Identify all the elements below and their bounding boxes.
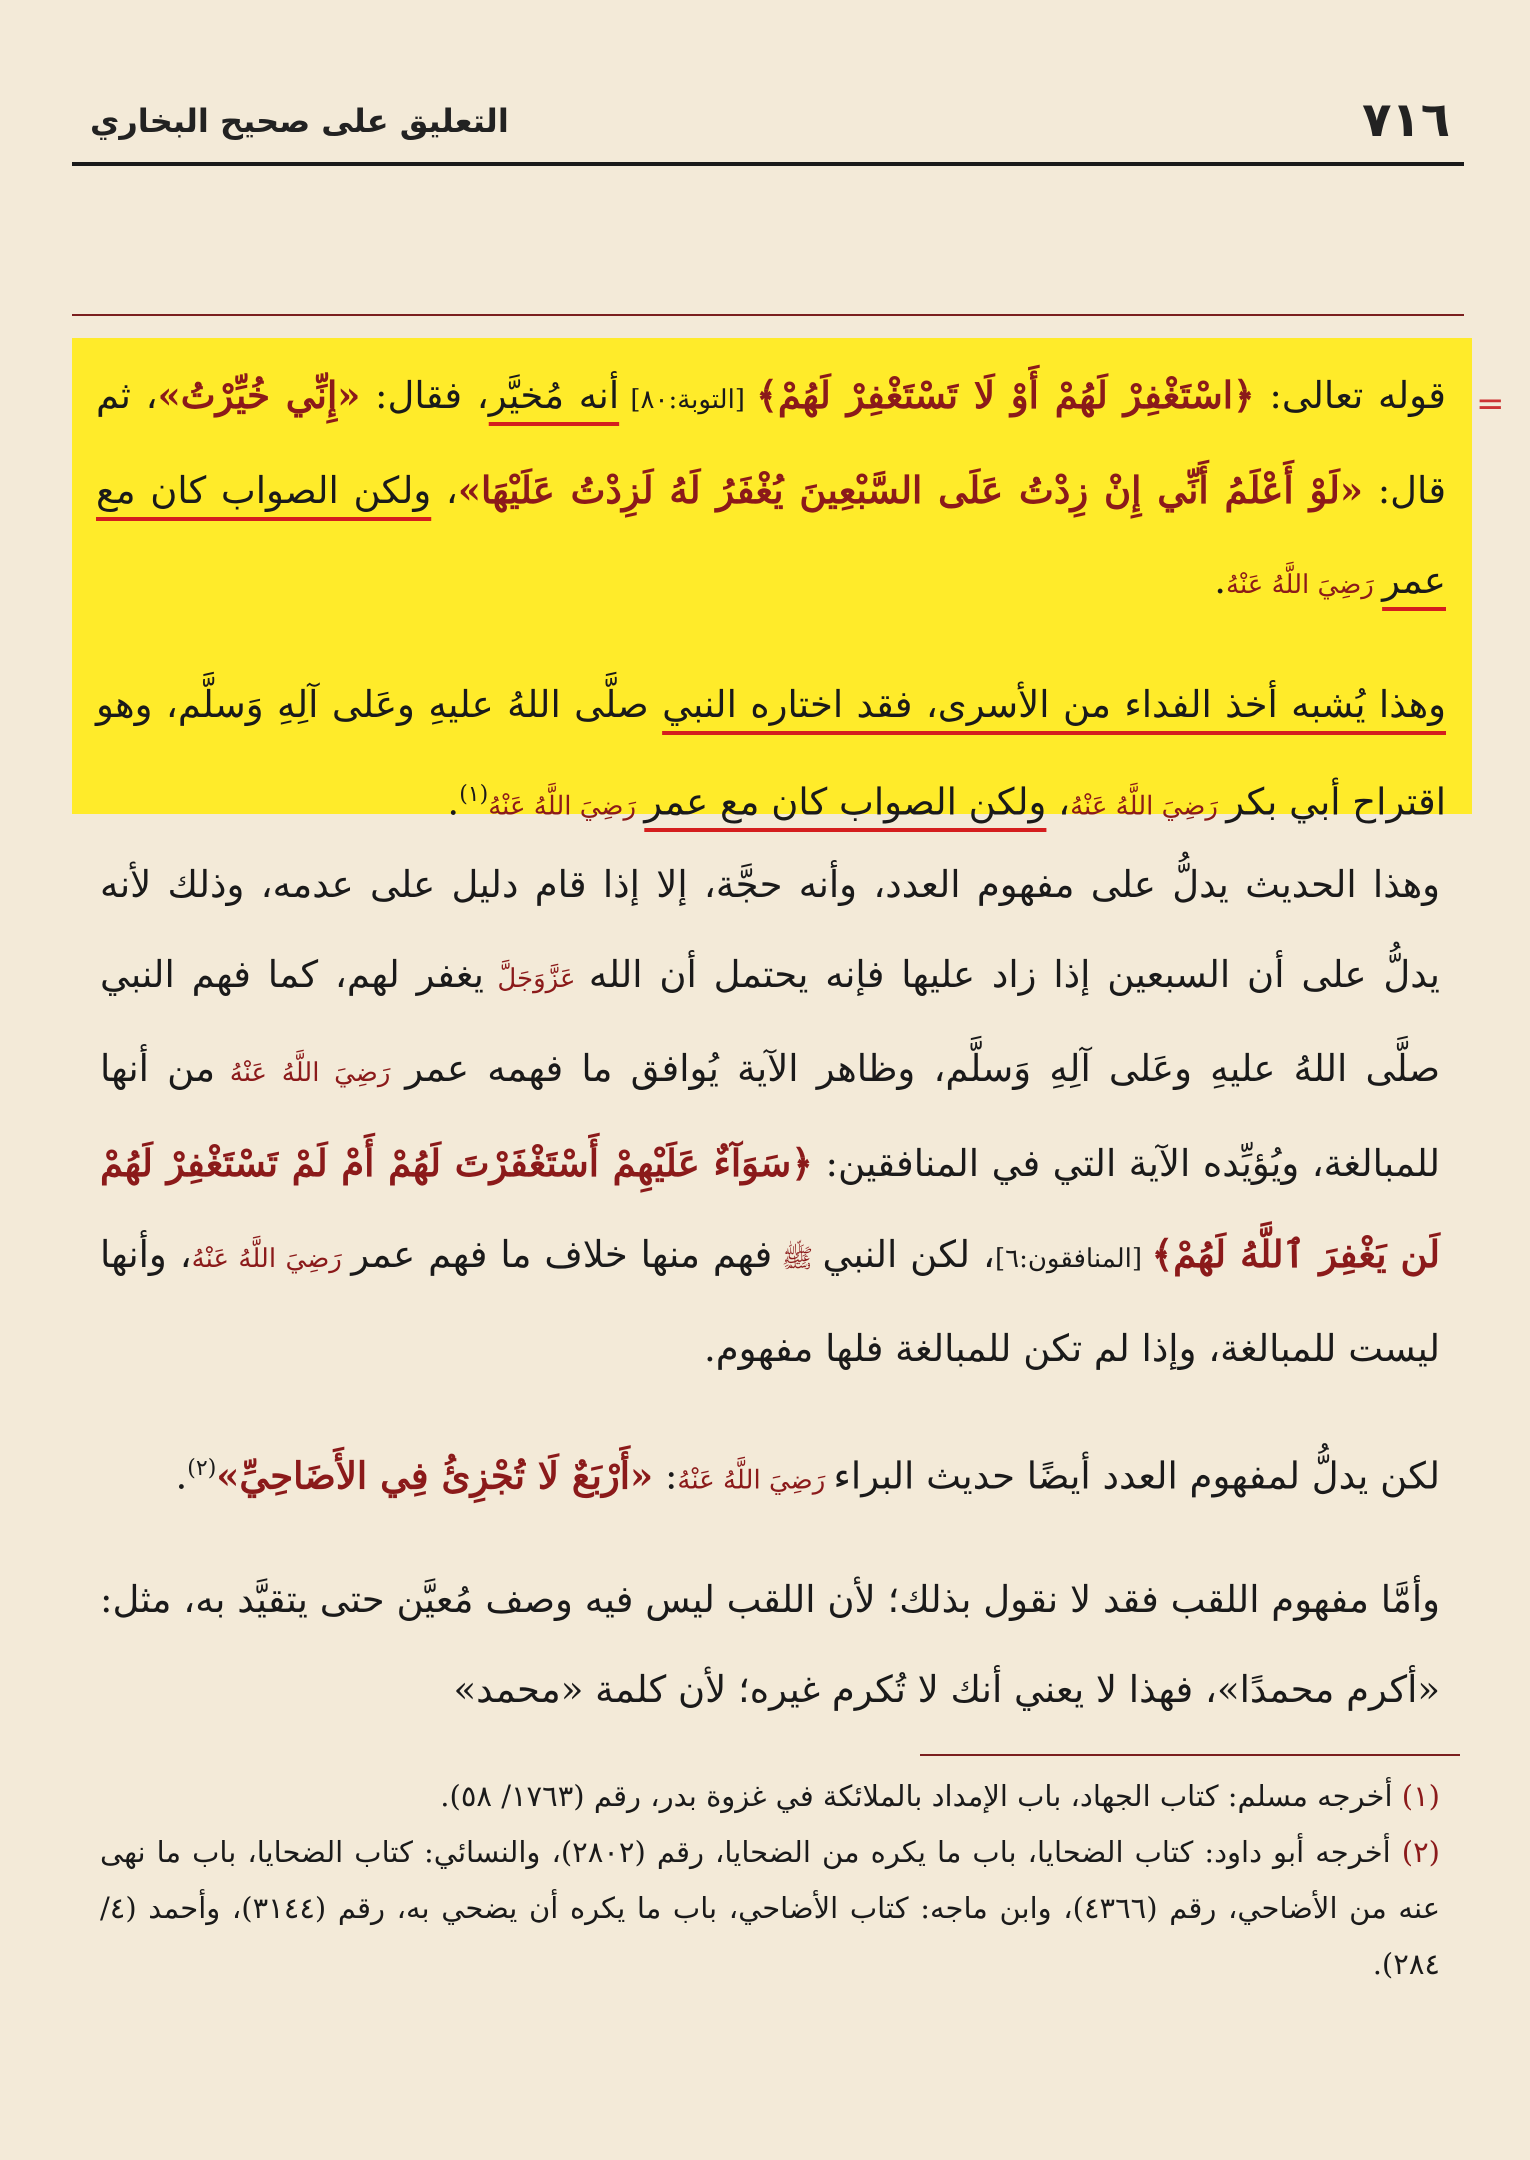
text-run: صلَّى اللهُ عليهِ وعَلى آلِهِ وَسلَّم، وهو اقتراح أبي بكر [96, 683, 1446, 824]
body-text [100, 840, 1440, 1735]
honorific: رَضِيَ اللَّهُ عَنْهُ [488, 791, 645, 822]
underlined-phrase: أنه مُخيَّر [488, 374, 620, 417]
paragraph-5 [100, 1555, 1440, 1735]
verse-reference: [المنافقون:٦] [994, 1244, 1152, 1274]
paragraph-3 [100, 840, 1440, 1394]
text-run: ، [1046, 780, 1071, 824]
text-run: . [447, 780, 460, 824]
footnote-ref[interactable]: (١) [459, 782, 489, 807]
footnote-ref[interactable]: (٢) [187, 1456, 217, 1481]
section-rule [72, 314, 1464, 316]
hadith-quote: «أَرْبَعٌ لَا تُجْزِئُ فِي الأَضَاحِيِّ» [216, 1453, 654, 1498]
text-run: لكن يدلُّ لمفهوم العدد أيضًا حديث البراء [833, 1454, 1440, 1498]
margin-mark: = [1476, 384, 1505, 424]
header-rule [72, 162, 1464, 166]
hadith-quote: «إِنِّي خُيِّرْتُ» [157, 373, 361, 417]
verse-reference: [التوبة:٨٠] [619, 385, 757, 415]
text-run: ، وأنها ليست للمبالغة، وإذا لم تكن للمبالغة فلها مفهوم. [100, 1233, 1440, 1370]
text-run: من أنها للمبالغة، ويُؤيِّده الآية التي في المنافقين: [100, 1047, 1440, 1185]
underlined-phrase: ولكن الصواب كان مع عمر [644, 780, 1047, 824]
underlined-phrase: ولكن الصواب كان مع عمر [96, 469, 1446, 602]
footnote-number: (١) [1401, 1779, 1440, 1813]
text-run: فهم منها خلاف ما فهم عمر [351, 1233, 773, 1276]
text-run: . [175, 1454, 188, 1498]
text-run: ، ثم قال: [96, 374, 1447, 512]
footnote-number: (٢) [1401, 1835, 1440, 1869]
footnote-1 [100, 1768, 1440, 1824]
text-run: يغفر لهم، كما فهم النبي صلَّى اللهُ عليهِ وعَلى آلِهِ وَسلَّم، وظاهر الآية يُوافق ما فهمه عمر [100, 953, 1440, 1090]
text-run: : [653, 1454, 678, 1498]
footnote-separator [920, 1754, 1460, 1756]
honorific: ﷺ [772, 1244, 823, 1274]
honorific: عَزَّوَجَلَّ [483, 964, 589, 994]
footnote-text: أخرجه مسلم: كتاب الجهاد، باب الإمداد بالملائكة في غزوة بدر، رقم (١٧٦٣/ ٥٨). [440, 1779, 1402, 1813]
highlighted-text [96, 350, 1446, 851]
hadith-quote: «لَوْ أَعْلَمُ أَنِّي إِنْ زِدْتُ عَلَى السَّبْعِينَ يُغْفَرُ لَهُ لَزِدْتُ عَلَيْهَا» [457, 468, 1364, 512]
text-run: قوله تعالى: [1254, 374, 1446, 417]
footnote-2 [100, 1824, 1440, 1992]
underlined-phrase: وهذا يُشبه أخذ الفداء من الأسرى، فقد اختاره النبي [662, 683, 1447, 726]
honorific: رَضِيَ اللَّهُ عَنْهُ [1070, 791, 1227, 822]
page-number: ٧١٦ [1362, 92, 1450, 148]
paragraph-1 [96, 350, 1446, 630]
honorific: رَضِيَ اللَّهُ عَنْهُ [1226, 570, 1383, 600]
text-run: وهذا الحديث يدلُّ على مفهوم العدد، وأنه حجَّة، إلا إذا قام دليل على عدمه، وذلك لأنه يدلُّ على أن السبعين إذا زاد عليها فإنه يحتمل أن الله [100, 863, 1440, 996]
text-run: ، لكن النبي [822, 1233, 995, 1276]
paragraph-4 [100, 1424, 1440, 1525]
quran-verse: ﴿اسْتَغْفِرْ لَهُمْ أَوْ لَا تَسْتَغْفِرْ لَهُمْ﴾ [756, 373, 1255, 417]
paragraph-2 [96, 660, 1446, 851]
footnotes [100, 1768, 1440, 1992]
text-run: ، [431, 469, 458, 512]
honorific: رَضِيَ اللَّهُ عَنْهُ [215, 1058, 406, 1088]
text-run: . [1214, 559, 1227, 602]
text-run: وأمَّا مفهوم اللقب فقد لا نقول بذلك؛ لأن اللقب ليس فيه وصف مُعيَّن حتى يتقيَّد به، مثل: «أكرم محمدًا»، فهذا لا يعني أنك لا تُكرم غيره؛ لأن كلمة «محمد» [100, 1578, 1440, 1712]
quran-verse: ﴿سَوَآءٌ عَلَيْهِمْ أَسْتَغْفَرْتَ لَهُمْ أَمْ لَمْ تَسْتَغْفِرْ لَهُمْ لَن يَغْفِرَ ٱللَّهُ لَهُمْ﴾ [100, 1141, 1440, 1276]
honorific: رَضِيَ اللَّهُ عَنْهُ [191, 1244, 352, 1274]
footnote-text: أخرجه أبو داود: كتاب الضحايا، باب ما يكره من الضحايا، رقم (٢٨٠٢)، والنسائي: كتاب الضحايا، باب ما نهى عنه من الأضاحي، رقم (٤٣٦٦)، وابن ماجه: كتاب الأضاحي، باب ما يكره أن يضحي به، رقم (٣١٤٤)، وأحمد (٤/ ٢٨٤). [100, 1835, 1440, 1981]
honorific: رَضِيَ اللَّهُ عَنْهُ [677, 1465, 834, 1496]
running-title: التعليق على صحيح البخاري [90, 102, 509, 140]
text-run: ، فقال: [360, 374, 489, 417]
